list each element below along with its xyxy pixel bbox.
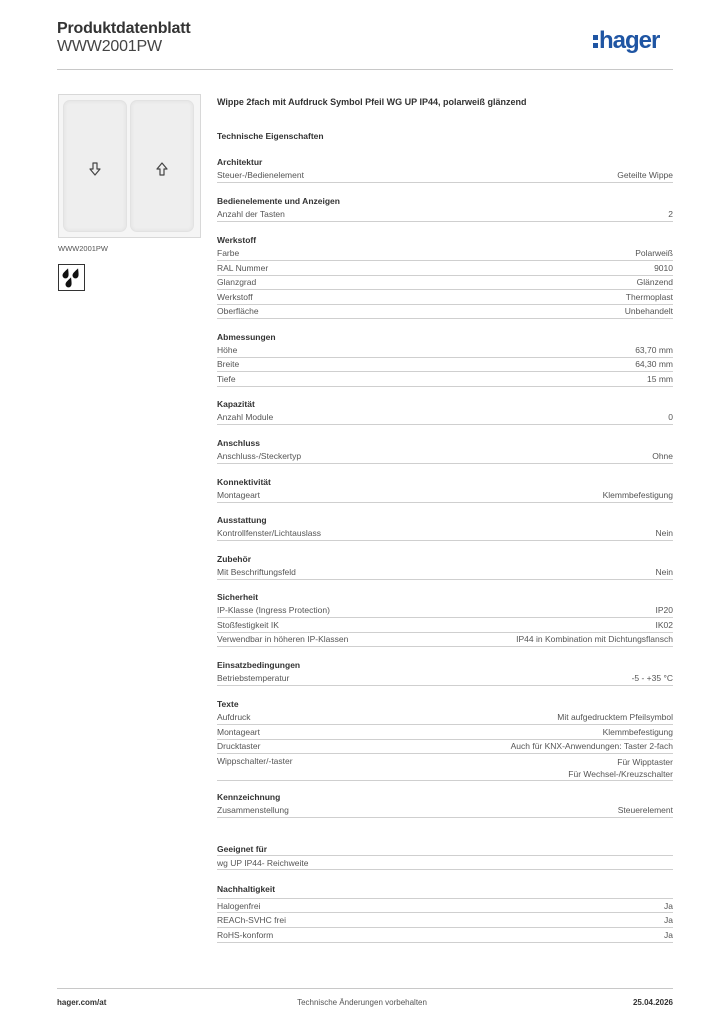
spec-label: Verwendbar in höheren IP-Klassen <box>217 634 349 644</box>
section-title: Kennzeichnung <box>217 792 281 802</box>
spec-value: Polarweiß <box>635 248 673 258</box>
arrow-up-icon <box>156 162 168 176</box>
product-image <box>58 94 201 238</box>
section-title: Ausstattung <box>217 515 267 525</box>
spec-value: 0 <box>668 412 673 422</box>
spec-row <box>217 488 673 503</box>
spec-row <box>217 898 673 913</box>
spec-value: 63,70 mm <box>635 345 673 355</box>
spec-value: Auch für KNX-Anwendungen: Taster 2-fach <box>510 741 673 751</box>
spec-value: Ja <box>664 915 673 925</box>
spec-label: Oberfläche <box>217 306 259 316</box>
section-title: Einsatzbedingungen <box>217 660 301 670</box>
product-code-title: WWW2001PW <box>57 38 162 55</box>
section-title: Konnektivität <box>217 477 271 487</box>
spec-row <box>217 855 673 870</box>
spec-row <box>217 290 673 305</box>
spec-value: -5 - +35 °C <box>631 673 673 683</box>
spec-label: Tiefe <box>217 374 236 384</box>
rocker-left <box>63 100 127 232</box>
spec-label: Breite <box>217 359 240 369</box>
spec-label: wg UP IP44- Reichweite <box>217 858 309 868</box>
spec-label: Werkstoff <box>217 292 253 302</box>
section-title: Zubehör <box>217 554 251 564</box>
spec-row <box>217 928 673 943</box>
section-title: Werkstoff <box>217 235 257 245</box>
spec-label: Mit Beschriftungsfeld <box>217 567 296 577</box>
spec-row <box>217 739 673 754</box>
arrow-down-icon <box>89 162 101 176</box>
spec-row <box>217 372 673 387</box>
spec-value: Steuerelement <box>617 805 673 815</box>
spec-value: Unbehandelt <box>624 306 673 316</box>
spec-label: Farbe <box>217 248 240 258</box>
spec-value: 2 <box>668 209 673 219</box>
spec-label: Halogenfrei <box>217 901 261 911</box>
spec-row <box>217 671 673 686</box>
section-title: Sicherheit <box>217 592 259 602</box>
section-title: Nachhaltigkeit <box>217 884 276 894</box>
spec-label: Anschluss-/Steckertyp <box>217 451 302 461</box>
section-title: Bedienelemente und Anzeigen <box>217 196 340 206</box>
spec-row <box>217 710 673 725</box>
spec-row <box>217 410 673 425</box>
spec-label: Aufdruck <box>217 712 251 722</box>
section-title: Kapazität <box>217 399 255 409</box>
spec-label: Betriebstemperatur <box>217 673 290 683</box>
spec-row <box>217 261 673 276</box>
spec-row <box>217 246 673 261</box>
spec-row <box>217 913 673 928</box>
spec-label: Höhe <box>217 345 238 355</box>
spec-label: Kontrollfenster/Lichtauslass <box>217 528 321 538</box>
spec-value: IK02 <box>655 620 673 630</box>
spec-label: Steuer-/Bedienelement <box>217 170 304 180</box>
spec-label: Wippschalter/-taster <box>217 756 293 766</box>
spec-label: Zusammenstellung <box>217 805 289 815</box>
spec-value: Ja <box>664 901 673 911</box>
spec-row <box>217 275 673 290</box>
rocker-right <box>130 100 194 232</box>
spec-value: Klemmbefestigung <box>602 727 673 737</box>
hager-logo <box>593 29 659 53</box>
spec-row <box>217 754 673 781</box>
spec-row <box>217 725 673 740</box>
logo-dots-icon <box>593 33 598 49</box>
spec-label: Montageart <box>217 490 260 500</box>
spec-label: Anzahl der Tasten <box>217 209 285 219</box>
spec-value: Geteilte Wippe <box>617 170 673 180</box>
footer-divider <box>57 988 673 989</box>
spec-value: Nein <box>655 528 673 538</box>
properties-heading: Technische Eigenschaften <box>217 131 324 141</box>
spec-label: IP-Klasse (Ingress Protection) <box>217 605 330 615</box>
spec-row <box>217 632 673 647</box>
spec-label: Glanzgrad <box>217 277 257 287</box>
spec-value: 64,30 mm <box>635 359 673 369</box>
spec-row <box>217 168 673 183</box>
spec-label: RoHS-konform <box>217 930 274 940</box>
spec-value: Nein <box>655 567 673 577</box>
spec-label: Anzahl Module <box>217 412 274 422</box>
spec-row <box>217 343 673 358</box>
water-drops-icon <box>58 264 85 291</box>
spec-label: Montageart <box>217 727 260 737</box>
spec-label: Stoßfestigkeit IK <box>217 620 279 630</box>
spec-value: Glänzend <box>636 277 673 287</box>
spec-value-multiline <box>568 756 673 780</box>
spec-value: Ohne <box>652 451 673 461</box>
spec-value: 15 mm <box>647 374 673 384</box>
spec-value: 9010 <box>654 263 673 273</box>
spec-row <box>217 603 673 618</box>
spec-value: Ja <box>664 930 673 940</box>
page-title: Produktdatenblatt <box>57 20 191 37</box>
spec-row <box>217 618 673 633</box>
spec-value: IP44 in Kombination mit Dichtungsflansch <box>516 634 673 644</box>
spec-row <box>217 526 673 541</box>
section-title: Texte <box>217 699 239 709</box>
spec-label: REACh-SVHC frei <box>217 915 286 925</box>
spec-value: Klemmbefestigung <box>602 490 673 500</box>
spec-label: RAL Nummer <box>217 263 269 273</box>
header-divider <box>57 69 673 70</box>
footer-date: 25.04.2026 <box>632 998 673 1007</box>
spec-row <box>217 449 673 464</box>
footer-website-link[interactable]: hager.com/at <box>57 998 107 1007</box>
product-description: Wippe 2fach mit Aufdruck Symbol Pfeil WG UP IP44, polarweiß glänzend <box>217 97 527 107</box>
section-title: Abmessungen <box>217 332 276 342</box>
spec-label: Drucktaster <box>217 741 261 751</box>
spec-value: Thermoplast <box>625 292 673 302</box>
spec-row <box>217 565 673 580</box>
section-title: Architektur <box>217 157 263 167</box>
logo-text: hager <box>599 27 660 54</box>
spec-value: IP20 <box>655 605 673 615</box>
spec-value-line: Für Wechsel-/Kreuzschalter <box>568 769 673 779</box>
footer-disclaimer: Technische Änderungen vorbehalten <box>297 998 427 1007</box>
spec-row <box>217 803 673 818</box>
spec-value-line: Für Wipptaster <box>617 757 673 767</box>
spec-value: Mit aufgedrucktem Pfeilsymbol <box>557 712 673 722</box>
section-title: Geeignet für <box>217 844 268 854</box>
image-caption: WWW2001PW <box>58 244 109 253</box>
spec-row <box>217 304 673 319</box>
spec-row <box>217 357 673 372</box>
section-title: Anschluss <box>217 438 260 448</box>
spec-row <box>217 207 673 222</box>
